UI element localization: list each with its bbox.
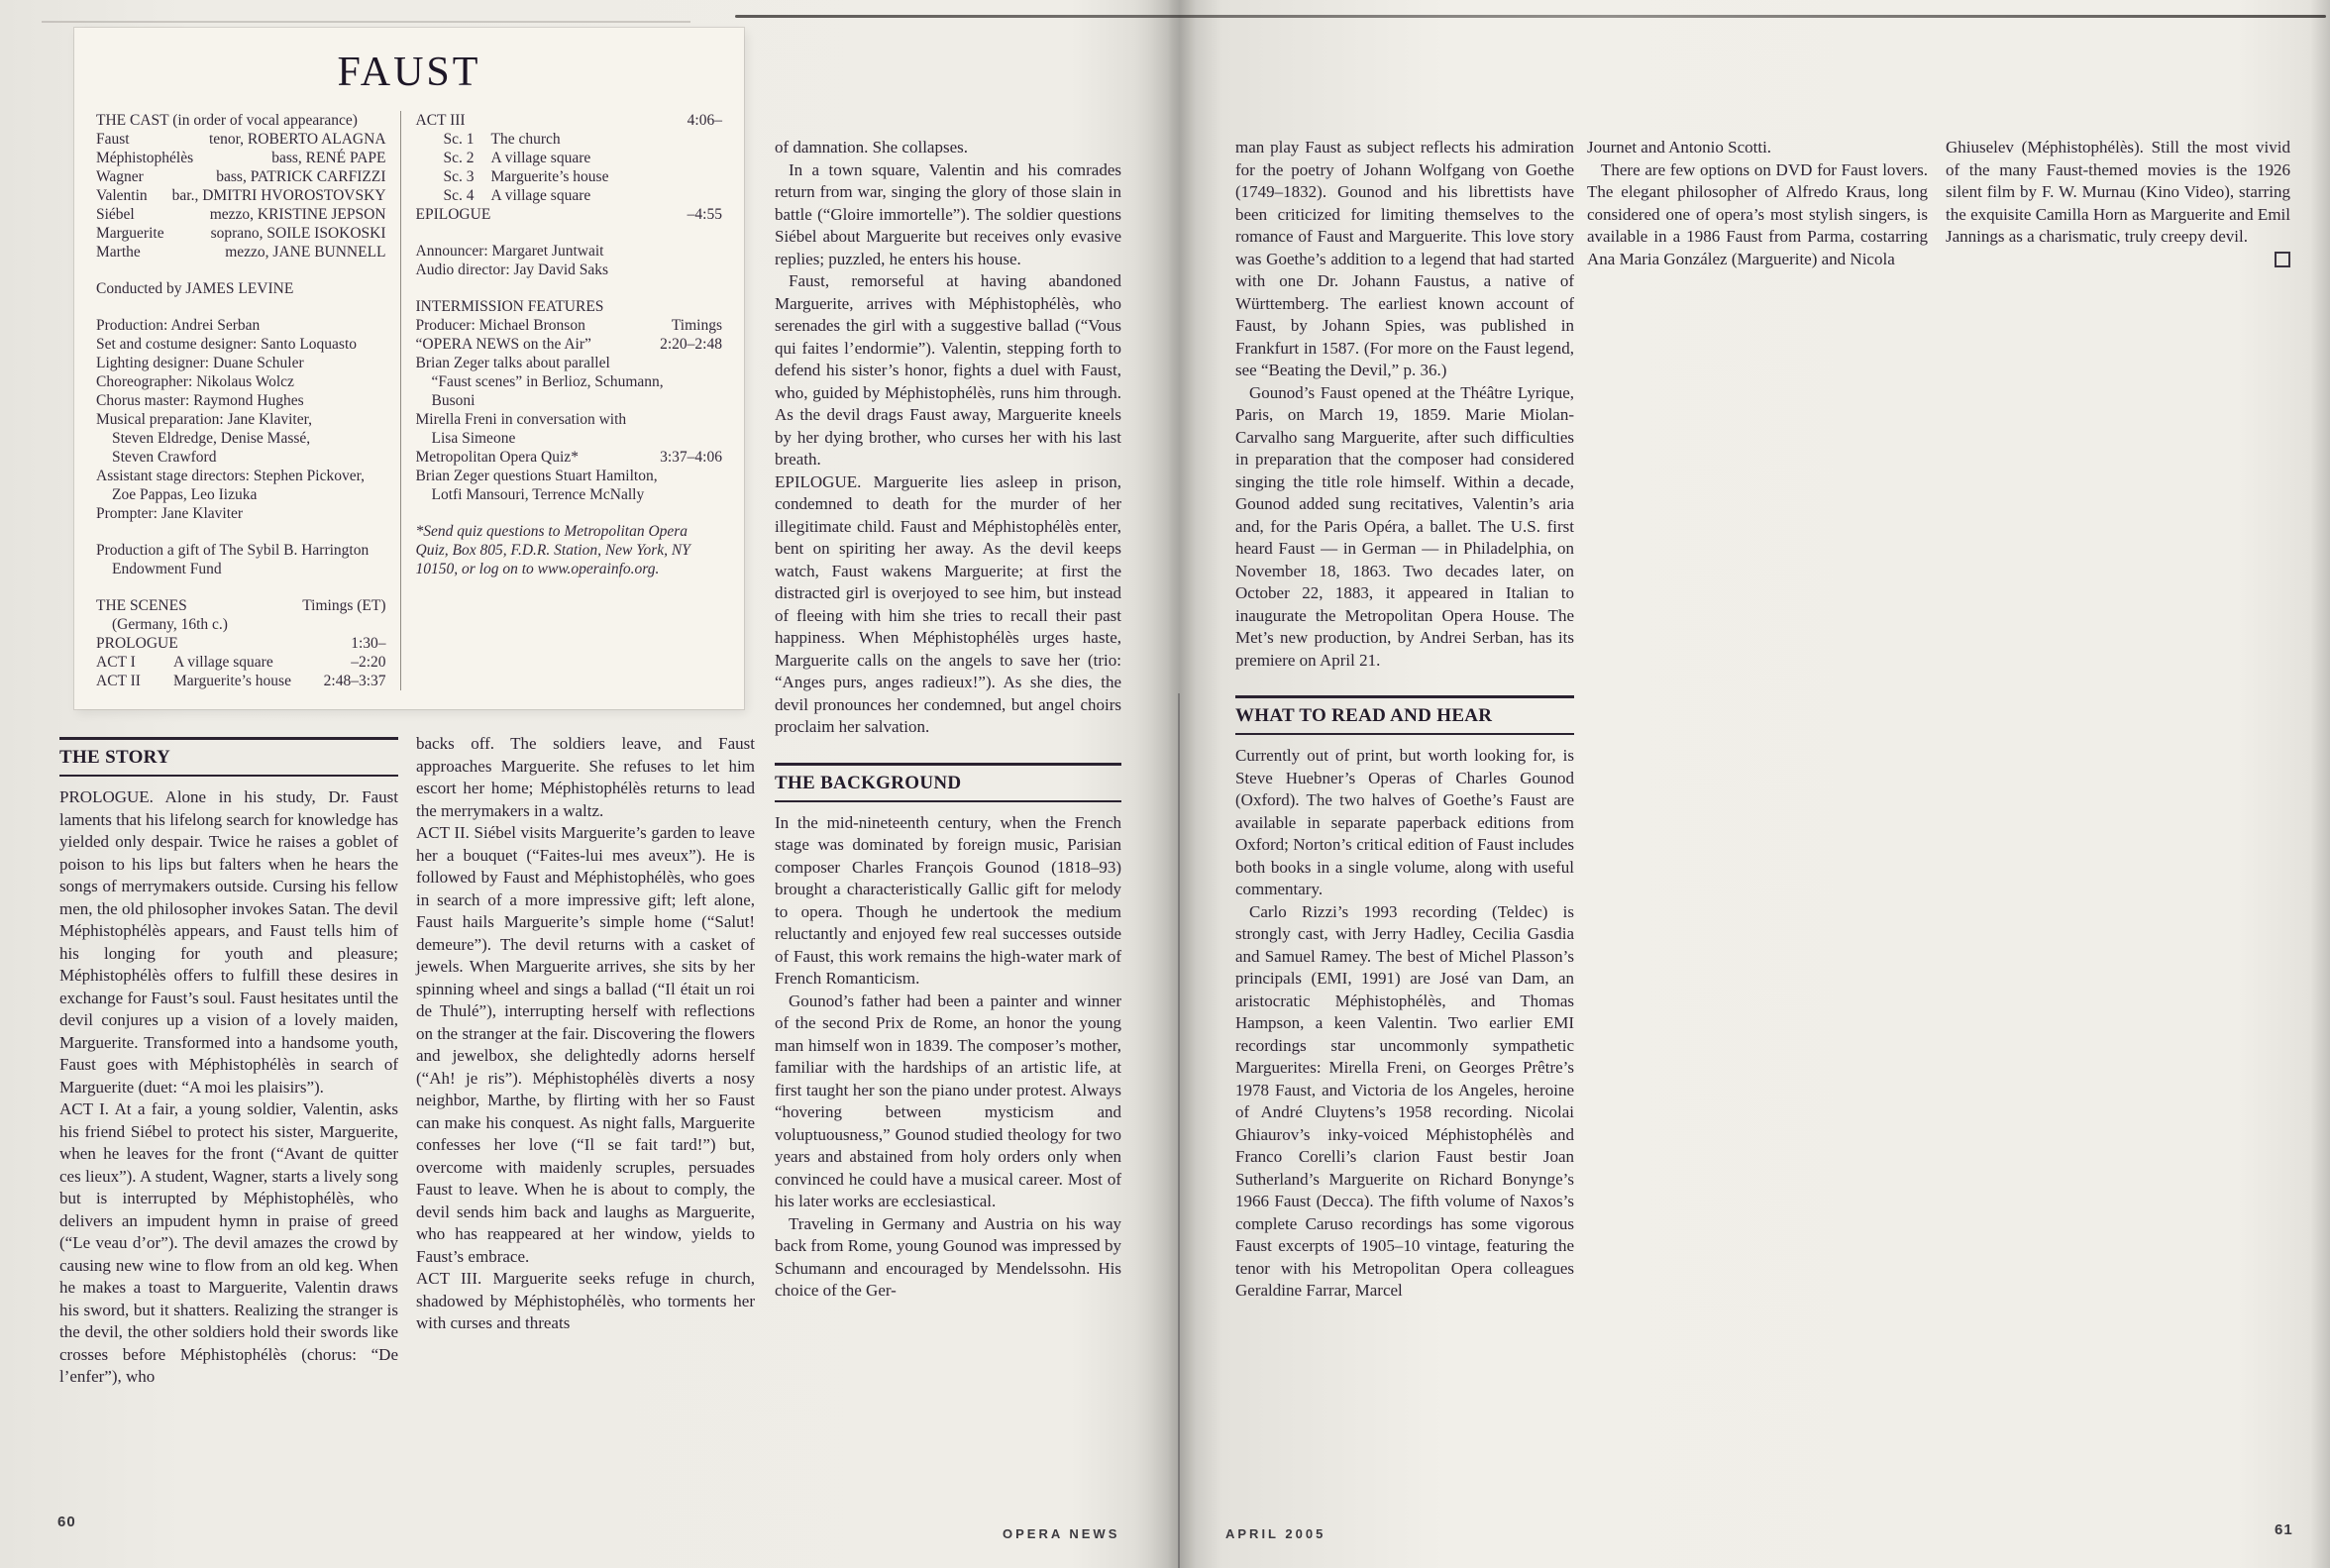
background-paragraph: Gounod’s Faust opened at the Théâtre Lyrique, Paris, on March 19, 1859. Marie Miolan-Carvalho sang Marguerite, after such difficulties in preparation that the composer had considered singing the title role himself. Within a decade, Gounod added sung recitatives, Valentin’s aria and, for the Paris Opéra, a ballet. The U.S. first heard Faust — in German — in Philadelphia, on November 18, 1863. Two decades later, on October 22, 1883, it appeared in Italian to inaugurate the Metropolitan Opera House. The Met’s new production, by Andrei Serban, has its premiere on April 21.: [1235, 382, 1574, 670]
intermission-line: Mirella Freni in conversation with: [415, 411, 627, 428]
timings-header: Timings (ET): [302, 597, 386, 614]
story-paragraph: backs off. The soldiers leave, and Faust approaches Marguerite. She refuses to let him escort her home; Méphistophélès returns to lead the merrymakers in a waltz.: [416, 734, 755, 820]
audio-director-line: Audio director: Jay David Saks: [415, 261, 609, 278]
scene-place: A village square: [490, 187, 591, 204]
credit-line: Lighting designer: Duane Schuler: [96, 355, 304, 371]
story-column-1: [59, 737, 398, 1389]
intermission-line: Lotfi Mansouri, Terrence McNally: [431, 486, 645, 503]
read-hear-paragraph: There are few options on DVD for Faust lovers. The elegant philosopher of Alfredo Kraus, long considered one of opera’s most stylish singers, is available in a 1986 Faust from Parma, costarring Ana Maria González (Marguerite) and Nicola: [1587, 159, 1928, 268]
scene-row: [96, 653, 386, 672]
right-page-number: 61: [2275, 1521, 2293, 1538]
announcer-line: Announcer: Margaret Juntwait: [415, 243, 604, 260]
story-paragraph: PROLOGUE. Alone in his study, Dr. Faust laments that his lifelong search for knowledge has yielded only despair. Twice he raises a goblet of poison to his lips but falters when he hears the songs of merrymakers outside. Cursing his fellow men, the old philosopher invokes Satan. The devil Méphistophélès appears, and Faust tells him of his longing for youth and pleasure; Méphistophélès offers to fulfill these desires in exchange for Faust’s soul. Faust hesitates until the devil conjures up a vision of a lovely maiden, Marguerite. Transformed into a handsome youth, Faust goes with Méphistophélès in search of Marguerite (duet: “A moi les plaisirs”).: [59, 787, 398, 1097]
act3-scene-row: [416, 167, 722, 186]
background-paragraph: Gounod’s father had been a painter and winner of the second Prix de Rome, an honor the young man himself won in 1839. The composer’s mother, familiar with the hardships of an artistic life, at first taught her son the piano under protest. Always “hovering between mysticism and voluptuousness,” Gounod studied theology for two years and abstained from holy orders only when convinced he could have a musical career. Most of his later works are ecclesiastical.: [775, 991, 1121, 1210]
cast-row: [96, 149, 386, 167]
story-column-2: [416, 733, 755, 1335]
background-paragraph: Traveling in Germany and Austria on his way back from Rome, young Gounod was impressed by Schumann and encouraged by Mendelssohn. His choice of the Ger-: [775, 1213, 1121, 1300]
magazine-name-runner: OPERA NEWS: [1003, 1526, 1120, 1541]
intermission-line: Lisa Simeone: [431, 430, 516, 447]
epilogue-label: EPILOGUE: [415, 206, 491, 223]
cast-performer: soprano, SOILE ISOKOSKI: [210, 225, 386, 242]
intermission-line: Producer: Michael Bronson Timings: [415, 317, 722, 334]
act3-row: [416, 111, 722, 130]
cast-row: [96, 167, 386, 186]
scenes-header: THE SCENES: [96, 597, 187, 614]
story-paragraph: ACT II. Siébel visits Marguerite’s garden to leave her a bouquet (“Faites-lui mes aveux”). He is followed by Faust and Méphistophélès, who goes in search of a more impressive gift; left alone, Faust hails Marguerite’s simple home (“Salut! demeure”). The devil returns with a casket of jewels. When Marguerite arrives, she sits by her spinning wheel and sings a ballad (“Il était un roi de Thulé”), interrupting herself with reflections on the stranger at the fair. Discovering the flowers and jewelbox, she delightedly adorns herself (“Ah! je ris”). Méphistophélès diverts a nosy neighbor, Marthe, by flirting with her so Faust can make his conquest. As night falls, Marguerite confesses her love (“Il se fait tard!”) but, overcome with maidenly scruples, persuades Faust to leave. When he is about to comply, the devil sends him back and laughs as Marguerite, who has reappeared at her window, yields to Faust’s embrace.: [416, 823, 755, 1266]
scene-timing: –2:20: [351, 654, 386, 671]
conductor-line: Conducted by JAMES LEVINE: [96, 280, 294, 297]
cast-role: Faust: [96, 131, 130, 148]
scenes-locale: (Germany, 16th c.): [112, 616, 228, 633]
page-fold-line: [1178, 693, 1180, 1568]
credit-line: Choreographer: Nikolaus Wolcz: [96, 373, 294, 390]
scene-row: [96, 634, 386, 653]
story-paragraph: of damnation. She collapses.: [775, 138, 968, 157]
scene-label: ACT II: [96, 673, 141, 689]
cast-role: Marthe: [96, 244, 141, 261]
credit-line: Chorus master: Raymond Hughes: [96, 392, 304, 409]
page-top-edge-right: [735, 15, 2326, 18]
left-page-number: 60: [57, 1514, 76, 1530]
production-gift-line: Endowment Fund: [112, 561, 222, 577]
story-paragraph: EPILOGUE. Marguerite lies asleep in prison, condemned to death for the murder of her illegitimate child. Faust and Méphistophélès enter, bent on spiriting her away. As the devil keeps watch, Faust wakens Marguerite; at first the distracted girl is overjoyed to see him, but instead of fleeing with him she tries to recall their past happiness. When Méphistophélès urges haste, Marguerite calls on the angels to save her (trio: “Anges purs, anges radieux!”). As she dies, the devil pronounces her condemned, but angel choirs proclaim her salvation.: [775, 471, 1121, 736]
intermission-line: Brian Zeger questions Stuart Hamilton,: [415, 468, 658, 484]
scene-number: Sc. 2: [443, 150, 475, 166]
scene-place: Marguerite’s house: [490, 168, 609, 185]
read-hear-paragraph: Journet and Antonio Scotti.: [1587, 138, 1772, 157]
read-hear-heading: WHAT TO READ AND HEAR: [1235, 695, 1574, 735]
issue-date-runner: APRIL 2005: [1225, 1526, 1326, 1541]
epilogue-row: [416, 205, 722, 224]
scenes-header-row: [96, 596, 386, 615]
credit-line: Set and costume designer: Santo Loquasto: [96, 336, 358, 353]
article-column-6: [1946, 137, 2290, 249]
story-paragraph: ACT III. Marguerite seeks refuge in church, shadowed by Méphistophélès, who torments her with curses and threats: [416, 1269, 755, 1332]
end-of-article-mark: [2275, 252, 2290, 267]
scene-label: ACT I: [96, 654, 136, 671]
scene-number: Sc. 4: [443, 187, 475, 204]
cast-header: THE CAST (in order of vocal appearance): [96, 112, 358, 129]
read-hear-paragraph: Ghiuselev (Méphistophélès). Still the most vivid of the many Faust-themed movies is the 1926 silent film by F. W. Murnau (Kino Video), starring the exquisite Camilla Horn as Marguerite and Emil Jannings as a charismatic, truly creepy devil.: [1946, 138, 2290, 246]
story-paragraph: Faust, remorseful at having abandoned Marguerite, arrives with Méphistophélès, who serenades the girl with a suggestive ballad (“Vous qui faites l’endormie”). Valentin, stepping forth to defend his sister’s honor, fights a duel with Faust, who, guided by Méphistophélès, runs him through. As the devil drags Faust away, Marguerite kneels by her dying brother, who curses her with his last breath.: [775, 271, 1121, 469]
act3-timing: 4:06–: [687, 112, 722, 129]
read-hear-paragraph: Currently out of print, but worth looking for, is Steve Huebner’s Operas of Charles Gounod (Oxford). The two halves of Goethe’s Faust are available in separate paperback editions from Oxford; Norton’s critical edition of Faust includes both books in a single volume, along with useful commentary.: [1235, 746, 1574, 898]
act3-label: ACT III: [415, 112, 466, 129]
credit-line: Musical preparation: Jane Klaviter,: [96, 411, 313, 428]
background-heading: THE BACKGROUND: [775, 763, 1121, 802]
cast-performer: bass, RENÉ PAPE: [271, 150, 386, 166]
cast-row: [96, 130, 386, 149]
scene-timing: 1:30–: [351, 635, 386, 652]
article-column-5: [1587, 137, 1928, 270]
cast-role: Valentin: [96, 187, 148, 204]
cast-role: Méphistophélès: [96, 150, 194, 166]
scene-place: [182, 634, 352, 653]
read-hear-paragraph: Carlo Rizzi’s 1993 recording (Teldec) is strongly cast, with Jerry Hadley, Cecilia Gasdia and Samuel Ramey. The best of Michel Plasson’s principals (EMI, 1991) are José van Dam, an aristocratic Méphistophélès, and Thomas Hampson, a keen Valentin. Two earlier EMI recordings star uncommonly sympathetic Marguerites: Mirella Freni, on Georges Prêtre’s 1978 Faust, and Victoria de los Angeles, heroine of André Cluytens’s 1958 recording. Nicolai Ghiaurov’s inky-voiced Méphistophélès and Franco Corelli’s clarion Faust bestir Joan Sutherland’s Marguerite on Richard Bonynge’s 1966 Faust (Decca). The fifth volume of Naxos’s complete Caruso recordings has some vigorous Faust excerpts of 1905–10 vintage, featuring the tenor with his Metropolitan Opera colleagues Geraldine Farrar, Marcel: [1235, 901, 1574, 1300]
story-paragraph: In a town square, Valentin and his comrades return from war, singing the glory of those slain in battle (“Gloire immortelle”). The soldier questions Siébel about Marguerite but receives only evasive replies; puzzled, he enters his house.: [775, 159, 1121, 268]
program-box: [74, 28, 744, 709]
story-column-3: [775, 137, 1121, 1303]
epilogue-timing: –4:55: [687, 206, 722, 223]
story-paragraph: ACT I. At a fair, a young soldier, Valentin, asks his friend Siébel to protect his sister, Marguerite, when he leaves for the front (“Avant de quitter ces lieux”). A student, Wagner, starts a lively song but is interrupted by Méphistophélès, who delivers an impudent hymn in praise of greed (“Le veau d’or”). The devil amazes the crowd by causing new wine to flow from an old keg. When he makes a toast to Marguerite, Valentin draws his sword, but it shatters. Realizing the stranger is the devil, the other soldiers hold their swords like crosses before Méphistophélès (chorus: “De l’enfer”), who: [59, 1099, 398, 1386]
cast-row: [96, 243, 386, 261]
intermission-line: “OPERA NEWS on the Air” 2:20–2:48: [415, 336, 722, 353]
scene-number: Sc. 1: [443, 131, 475, 148]
scene-place: Marguerite’s house: [173, 673, 291, 689]
intermission-header: INTERMISSION FEATURES: [415, 298, 604, 315]
scene-label: PROLOGUE: [96, 635, 178, 652]
scene-row: [96, 672, 386, 690]
page-top-edge-left: [42, 21, 690, 23]
scene-place: A village square: [490, 150, 591, 166]
cast-role: Siébel: [96, 206, 135, 223]
background-paragraph: man play Faust as subject reflects his admiration for the poetry of Johann Wolfgang von Goethe (1749–1832). Gounod and his librettists have been criticized for limiting themselves to the romance of Faust and Marguerite. This love story was Goethe’s addition to a legend that had started with one Dr. Johann Faustus, a native of Württemberg. The earliest known account of Faust, by Johann Spies, was published in Frankfurt in 1587. (For more on the Faust legend, see “Beating the Devil,” p. 36.): [1235, 138, 1574, 379]
program-box-left-column: [96, 111, 400, 690]
act3-scene-row: [416, 149, 722, 167]
cast-role: Wagner: [96, 168, 144, 185]
page-right-edge: [2310, 0, 2330, 1568]
credit-line: Production: Andrei Serban: [96, 317, 261, 334]
cast-row: [96, 186, 386, 205]
act3-scene-row: [416, 130, 722, 149]
intermission-line: Metropolitan Opera Quiz* 3:37–4:06: [415, 449, 722, 466]
cast-performer: tenor, ROBERTO ALAGNA: [208, 131, 386, 148]
scene-place: The church: [490, 131, 561, 148]
story-heading: THE STORY: [59, 737, 398, 777]
article-column-4: [1235, 137, 1574, 1303]
credit-line: Prompter: Jane Klaviter: [96, 505, 244, 522]
cast-performer: bar., DMITRI HVOROSTOVSKY: [171, 187, 386, 204]
cast-row: [96, 205, 386, 224]
production-gift-line: Production a gift of The Sybil B. Harrington: [96, 542, 370, 559]
intermission-line: “Faust scenes” in Berlioz, Schumann,: [431, 373, 664, 390]
background-paragraph: In the mid-nineteenth century, when the French stage was dominated by foreign music, Parisian composer Charles François Gounod (1818–93) brought a characteristically Gallic gift for melody to opera. Though he undertook the medium reluctantly and enjoyed few real successes outside of Faust, this work remains the high-water mark of French Romanticism.: [775, 812, 1121, 988]
quiz-note: *Send quiz questions to Metropolitan Opera Quiz, Box 805, F.D.R. Station, New York, NY 10150, or log on to www.operainfo.org.: [415, 523, 690, 577]
intermission-line: Brian Zeger talks about parallel: [415, 355, 610, 371]
credit-line: Steven Eldredge, Denise Massé,: [112, 430, 311, 447]
cast-row: [96, 224, 386, 243]
scene-timing: 2:48–3:37: [323, 673, 386, 689]
cast-performer: mezzo, JANE BUNNELL: [225, 244, 386, 261]
cast-performer: mezzo, KRISTINE JEPSON: [209, 206, 386, 223]
credit-line: Assistant stage directors: Stephen Pickover,: [96, 468, 366, 484]
scene-number: Sc. 3: [443, 168, 475, 185]
cast-performer: bass, PATRICK CARFIZZI: [216, 168, 386, 185]
opera-title: FAUST: [337, 50, 481, 95]
act3-scene-row: [416, 186, 722, 205]
scene-place: A village square: [173, 654, 273, 671]
cast-role: Marguerite: [96, 225, 164, 242]
program-box-right-column: [400, 111, 722, 690]
credit-line: Steven Crawford: [112, 449, 217, 466]
credit-line: Zoe Pappas, Leo Iizuka: [112, 486, 258, 503]
intermission-line: Busoni: [431, 392, 476, 409]
